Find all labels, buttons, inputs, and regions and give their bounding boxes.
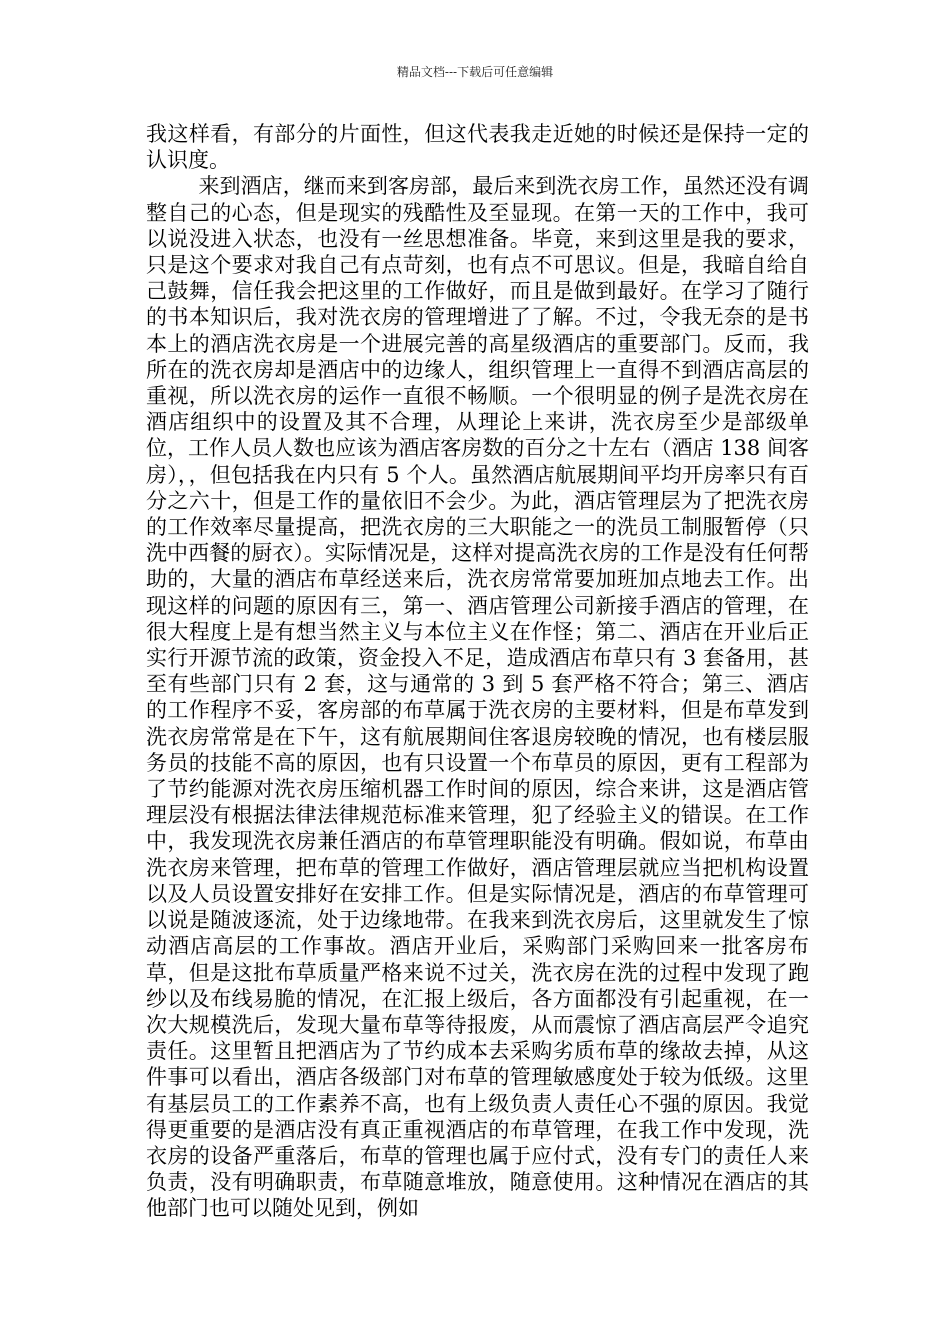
paragraph-2: 来到酒店，继而来到客房部，最后来到洗衣房工作，虽然还没有调整自己的心态，但是现实的残酷性及至显现。在第一天的工作中，我可以说没进入状态，也没有一丝思想准备。毕竟，来到这里是我的要求，只是这个要求对我自己有点苛刻，也有点不可思议。但是，我暗自给自己鼓舞，信任我会把这里的工作做好，而且是做到最好。在学习了随行的书本知识后，我对洗衣房的管理增进了了解。不过，令我无奈的是书本上的酒店洗衣房是一个进展完善的高星级酒店的重要部门。反而，我所在的洗衣房却是酒店中的边缘人，组织管理上一直得不到酒店高层的重视，所以洗衣房的运作一直很不畅顺。一个很明显的例子是洗衣房在酒店组织中的设置及其不合理，从理论上来讲，洗衣房至少是部级单位，工作人员人数也应该为酒店客房数的百分之十左右（酒店 138 间客房），，但包括我在内只有 5 个人。虽然酒店航展期间平均开房率只有百分之六十，但是工作的量依旧不会少。为此，酒店管理层为了把洗衣房的工作效率尽量提高，把洗衣房的三大职能之一的洗员工制服暂停（只洗中西餐的厨衣）。实际情况是，这样对提高洗衣房的工作是没有任何帮助的，大量的酒店布草经送来后，洗衣房常常要加班加点地去工作。出现这样的问题的原因有三，第一、酒店管理公司新接手酒店的管理，在很大程度上是有想当然主义与本位主义在作怪；第二、酒店在开业后正实行开源节流的政策，资金投入不足，造成酒店布草只有 3 套备用，甚至有些部门只有 2 套，这与通常的 3 到 5 套严格不符合；第三、酒店的工作程序不妥，客房部的布草属于洗衣房的主要材料，但是布草发到洗衣房常常是在下午，这有航展期间住客退房较晚的情况，也有楼层服务员的技能不高的原因，也有只设置一个布草员的原因，更有工程部为了节约能源对洗衣房压缩机器工作时间的原因，综合来讲，这是酒店管理层没有根据法律法律规范标准来管理，犯了经验主义的错误。在工作中，我发现洗衣房兼任酒店的布草管理职能没有明确。假如说，布草由洗衣房来管理，把布草的管理工作做好，酒店管理层就应当把机构设置以及人员设置安排好在安排工作。但是实际情况是，酒店的布草管理可以说是随波逐流，处于边缘地带。在我来到洗衣房后，这里就发生了惊动酒店高层的工作事故。酒店开业后，采购部门采购回来一批客房布草，但是这批布草质量严格来说不过关，洗衣房在洗的过程中发现了跑纱以及布线易脆的情况，在汇报上级后，各方面都没有引起重视，在一次大规模洗后，发现大量布草等待报废，从而震惊了酒店高层严令追究责任。这里暂且把酒店为了节约成本去采购劣质布草的缘故去掉，从这件事可以看出，酒店各级部门对布草的管理敏感度处于较为低级。这里有基层员工的工作素养不高，也有上级负责人责任心不强的原因。我觉得更重要的是酒店没有真正重视酒店的布草管理，在我工作中发现，洗衣房的设备严重落后，布草的管理也属于应付式，没有专门的责任人来负责，没有明确职责，布草随意堆放，随意使用。这种情况在酒店的其他部门也可以随处见到，例如 bbox=[146, 174, 809, 1221]
paragraph-1: 我这样看，有部分的片面性，但这代表我走近她的时候还是保持一定的认识度。 bbox=[146, 122, 809, 173]
page-header: 精品文档---下载后可任意编辑 bbox=[396, 65, 554, 79]
document-body bbox=[146, 121, 809, 1222]
